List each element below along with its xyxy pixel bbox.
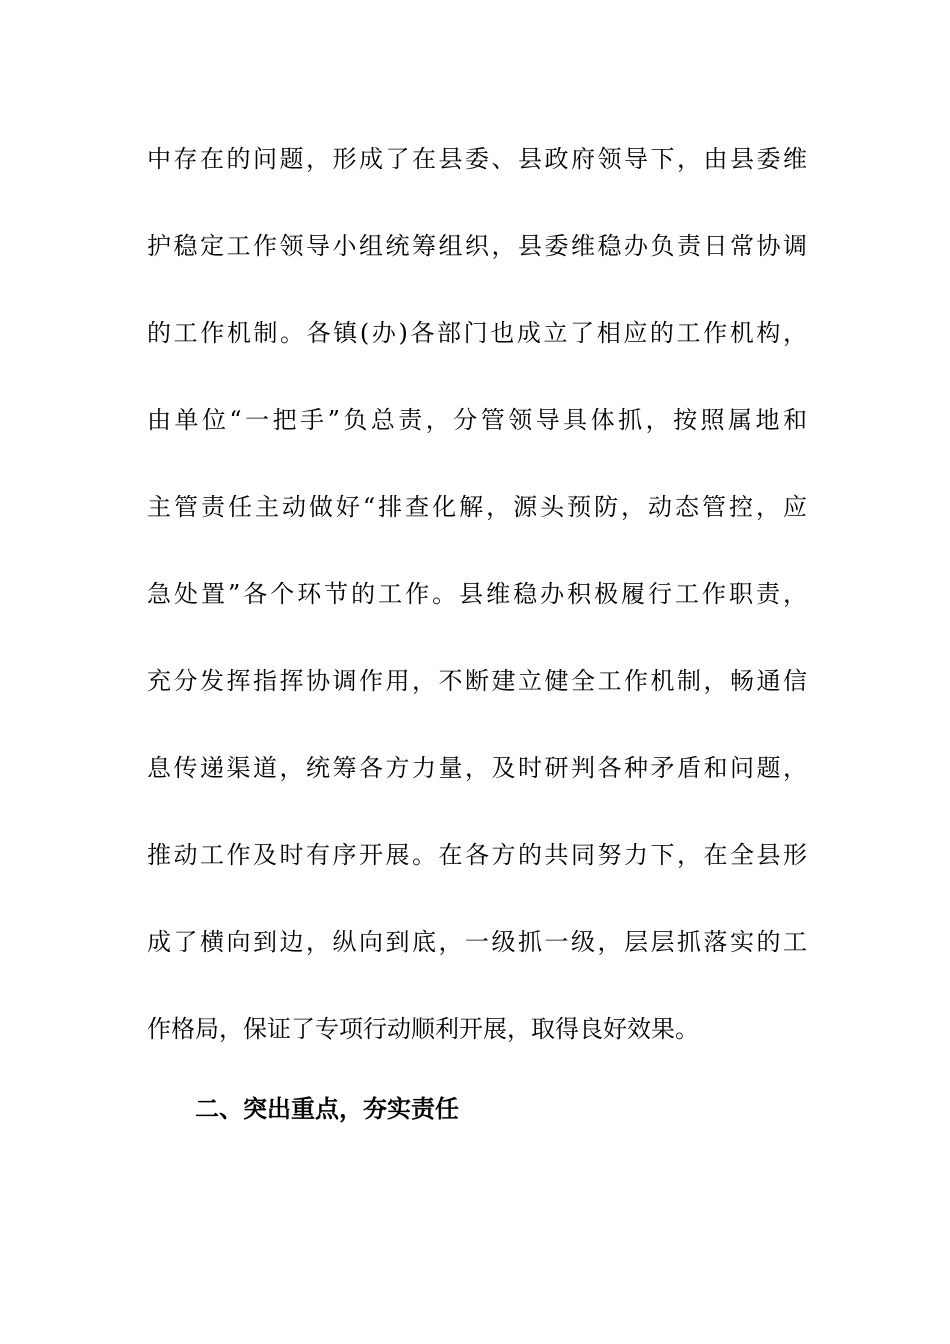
paragraph-line: 推动工作及时有序开展。在各方的共同努力下，在全县形 — [147, 841, 807, 869]
paragraph-line: 充分发挥指挥协调作用，不断建立健全工作机制，畅通信 — [147, 667, 807, 695]
paragraph-line: 中存在的问题，形成了在县委、县政府领导下，由县委维 — [147, 145, 807, 173]
paragraph-line: 急处置”各个环节的工作。县维稳办积极履行工作职责， — [147, 580, 807, 608]
paragraph-line: 主管责任主动做好“排查化解，源头预防，动态管控，应 — [147, 493, 807, 521]
paragraph-line: 息传递渠道，统筹各方力量，及时研判各种矛盾和问题， — [147, 754, 807, 782]
body-paragraph — [147, 136, 807, 1093]
paragraph-line: 作格局，保证了专项行动顺利开展，取得良好效果。 — [147, 1015, 699, 1043]
paragraph-line: 成了横向到边，纵向到底，一级抓一级，层层抓落实的工 — [147, 928, 807, 956]
paragraph-line: 的工作机制。各镇(办)各部门也成立了相应的工作机构， — [147, 319, 807, 347]
section-heading: 二、突出重点，夯实责任 — [195, 1095, 459, 1123]
paragraph-line: 由单位“一把手”负总责，分管领导具体抓，按照属地和 — [147, 406, 807, 434]
paragraph-line: 护稳定工作领导小组统筹组织，县委维稳办负责日常协调 — [147, 232, 807, 260]
